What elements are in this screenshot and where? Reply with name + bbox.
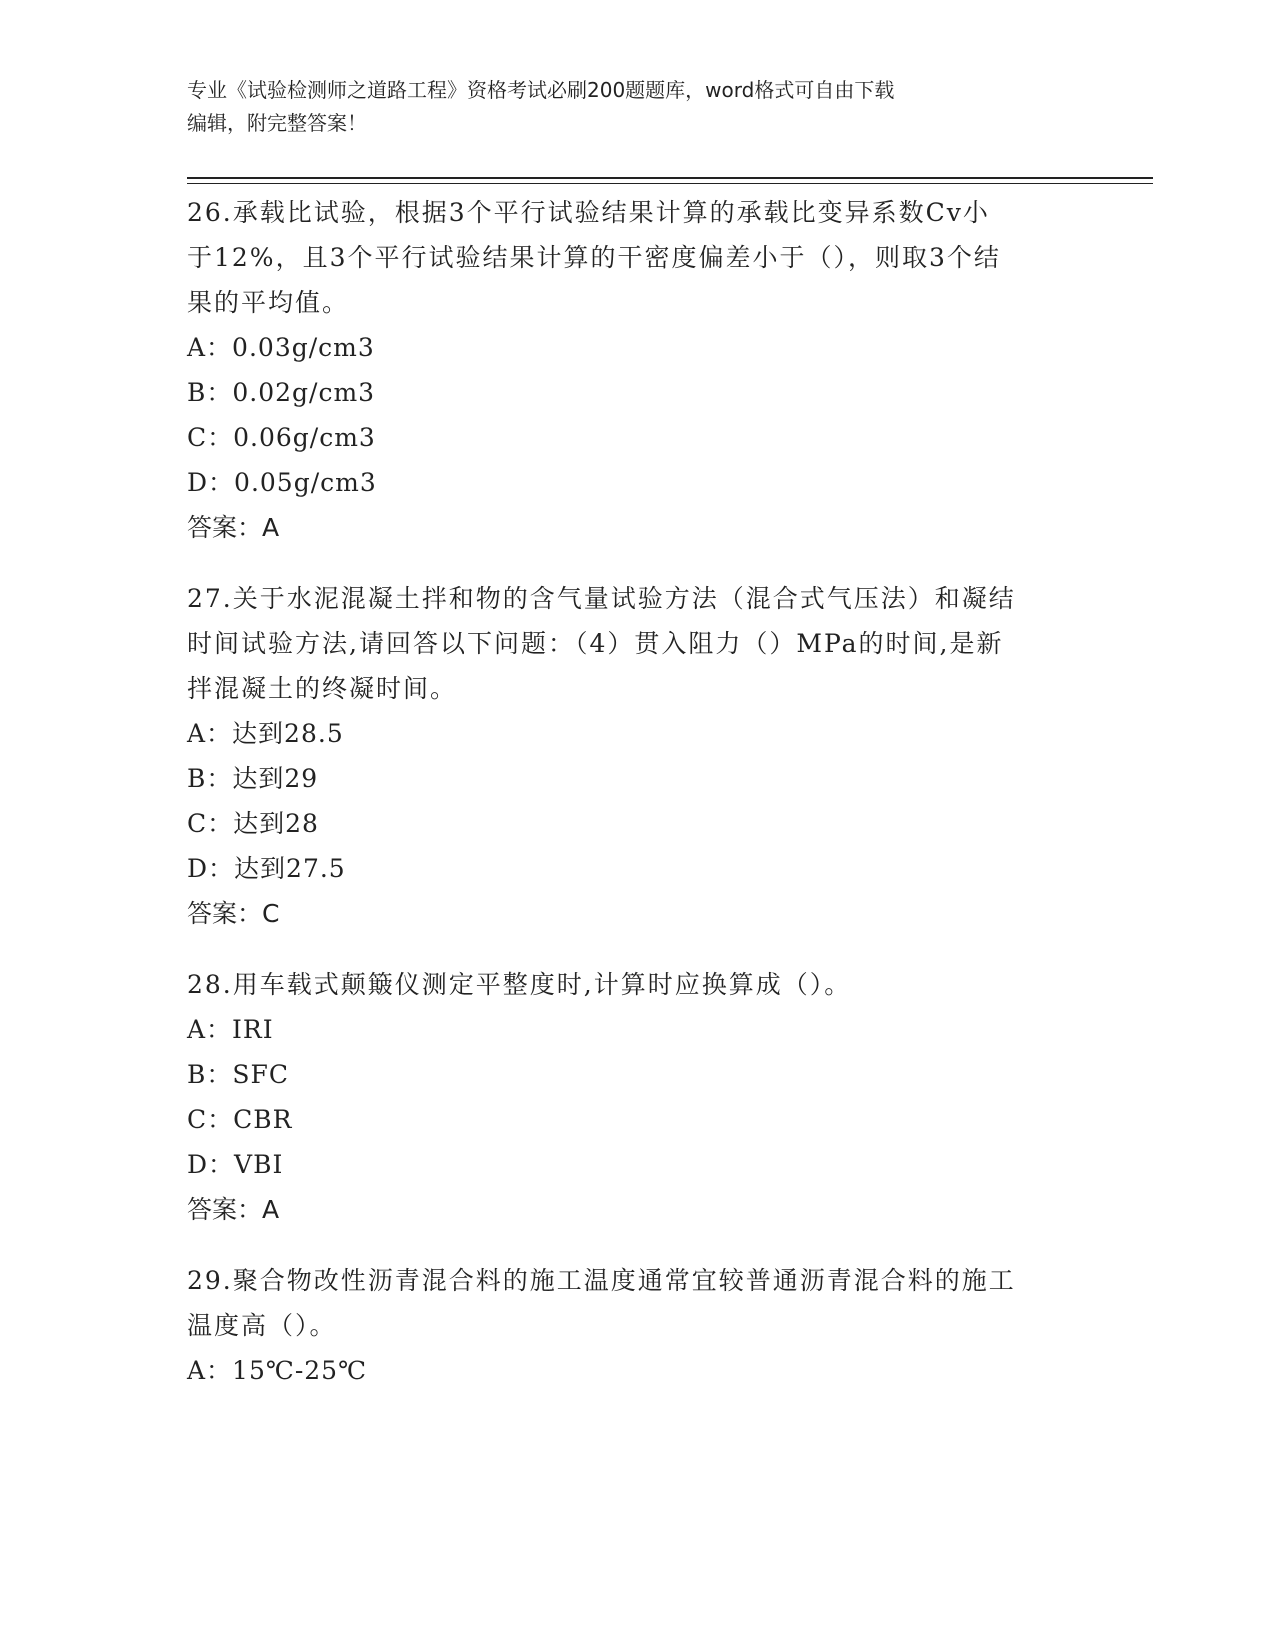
- document-header: [187, 74, 1067, 140]
- question-27: [187, 576, 1087, 936]
- answer-line: 答案：A: [187, 1195, 280, 1224]
- header-line-1: 专业《试验检测师之道路工程》资格考试必刷200题题库，word格式可自由下载: [187, 78, 895, 102]
- question-29: [187, 1258, 1087, 1393]
- option-c: C：达到28: [187, 809, 319, 838]
- header-divider-thick: [187, 177, 1153, 179]
- option-a: A：达到28.5: [187, 719, 344, 748]
- question-stem-line: 29.聚合物改性沥青混合料的施工温度通常宜较普通沥青混合料的施工: [187, 1266, 1016, 1295]
- option-a: A：IRI: [187, 1015, 274, 1044]
- question-stem-line: 于12%，且3个平行试验结果计算的干密度偏差小于（），则取3个结: [187, 243, 1001, 272]
- question-stem-line: 拌混凝土的终凝时间。: [187, 674, 458, 703]
- option-d: D：0.05g/cm3: [187, 468, 377, 497]
- answer-line: 答案：A: [187, 513, 280, 542]
- option-d: D：VBI: [187, 1150, 284, 1179]
- question-26: [187, 190, 1087, 550]
- header-divider-thin: [187, 183, 1153, 184]
- question-stem-line: 28.用车载式颠簸仪测定平整度时,计算时应换算成（）。: [187, 970, 852, 999]
- question-stem-line: 时间试验方法,请回答以下问题：（4）贯入阻力（）MPa的时间,是新: [187, 629, 1004, 658]
- question-stem-line: 果的平均值。: [187, 288, 350, 317]
- option-c: C：0.06g/cm3: [187, 423, 376, 452]
- option-b: B：0.02g/cm3: [187, 378, 376, 407]
- question-stem-line: 温度高（）。: [187, 1311, 337, 1340]
- option-c: C：CBR: [187, 1105, 293, 1134]
- question-28: [187, 962, 1087, 1232]
- answer-line: 答案：C: [187, 899, 280, 928]
- question-list: [187, 190, 1087, 1419]
- option-d: D：达到27.5: [187, 854, 346, 883]
- option-b: B：达到29: [187, 764, 319, 793]
- option-b: B：SFC: [187, 1060, 289, 1089]
- question-stem-line: 27.关于水泥混凝土拌和物的含气量试验方法（混合式气压法）和凝结: [187, 584, 1016, 613]
- header-line-2: 编辑，附完整答案！: [187, 111, 367, 135]
- option-a: A：15℃-25℃: [187, 1356, 368, 1385]
- option-a: A：0.03g/cm3: [187, 333, 375, 362]
- question-stem-line: 26.承载比试验，根据3个平行试验结果计算的承载比变异系数Cv小: [187, 198, 990, 227]
